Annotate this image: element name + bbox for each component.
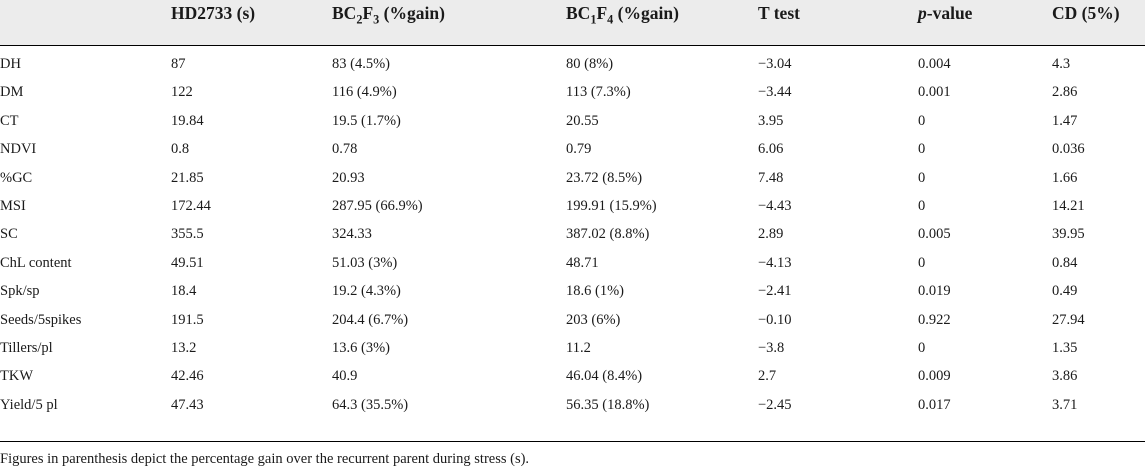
cell-bc2f3: 13.6 (3%) <box>332 340 390 356</box>
cell-bc2f3: 40.9 <box>332 368 358 385</box>
cell-t-test: −4.43 <box>758 198 792 214</box>
cell-bc1f4: 23.72 (8.5%) <box>566 169 643 186</box>
cell-t-test: −0.10 <box>758 311 792 328</box>
cell-trait: Yield/5 pl <box>0 396 58 413</box>
cell-p-value: 0.005 <box>918 226 951 243</box>
cell-bc1f4: 203 (6%) <box>566 311 621 328</box>
cell-hd2733: 191.5 <box>171 311 204 328</box>
cell-p-value: 0 <box>918 141 926 158</box>
cell-bc1f4: 113 (7.3%) <box>566 84 631 101</box>
cell-trait: Spk/sp <box>0 283 40 300</box>
cell-trait: NDVI <box>0 141 37 158</box>
cell-bc2f3: 324.33 <box>332 226 372 243</box>
column-header-bc1f4: $BC_1F_4$ (%gain) <box>566 3 679 27</box>
bottom-rule <box>0 441 1145 442</box>
cell-bc1f4: 20.55 <box>566 112 599 129</box>
cell-bc1f4: 46.04 (8.4%) <box>566 368 643 385</box>
header-rule <box>0 45 1145 46</box>
cell-bc1f4: 56.35 (18.8%) <box>566 396 650 413</box>
cell-hd2733: 87 <box>171 56 186 72</box>
cell-p-value: 0 <box>918 340 926 356</box>
cell-bc2f3: 64.3 (35.5%) <box>332 396 409 413</box>
cell-t-test: −3.8 <box>758 340 785 356</box>
cell-t-test: 2.89 <box>758 226 784 243</box>
cell-trait: Seeds/5spikes <box>0 311 82 328</box>
cell-bc2f3: 51.03 (3%) <box>332 254 398 271</box>
cell-cd: 1.66 <box>1052 169 1078 186</box>
cell-trait: Tillers/pl <box>0 340 53 356</box>
cell-t-test: 6.06 <box>758 141 784 158</box>
table-footnote: Figures in parenthesis depict the percentage gain over the recurrent parent during stress (s). <box>0 451 530 467</box>
cell-hd2733: 122 <box>171 84 193 101</box>
cell-hd2733: 19.84 <box>171 112 204 129</box>
cell-bc1f4: 11.2 <box>566 340 591 356</box>
cell-trait: MSI <box>0 198 26 214</box>
cell-cd: 1.35 <box>1052 340 1078 356</box>
cell-trait: DH <box>0 56 21 72</box>
cell-bc2f3: 19.5 (1.7%) <box>332 112 401 129</box>
cell-trait: ChL content <box>0 254 72 271</box>
cell-trait: %GC <box>0 169 33 186</box>
cell-p-value: 0.004 <box>918 56 951 72</box>
cell-cd: 14.21 <box>1052 198 1085 214</box>
cell-p-value: 0 <box>918 198 926 214</box>
cell-t-test: 3.95 <box>758 112 784 129</box>
cell-hd2733: 0.8 <box>171 141 190 158</box>
cell-cd: 2.86 <box>1052 84 1078 101</box>
cell-p-value: 0.019 <box>918 283 951 300</box>
cell-hd2733: 172.44 <box>171 198 211 214</box>
cell-cd: 4.3 <box>1052 56 1071 72</box>
cell-t-test: −3.04 <box>758 56 792 72</box>
cell-t-test: 7.48 <box>758 169 784 186</box>
column-header-bc2f3: $BC_2F_3$ (%gain) <box>332 3 445 27</box>
cell-t-test: 2.7 <box>758 368 777 385</box>
cell-cd: 3.71 <box>1052 396 1078 413</box>
cell-hd2733: 13.2 <box>171 340 197 356</box>
cell-p-value: 0.001 <box>918 84 951 101</box>
cell-bc2f3: 204.4 (6.7%) <box>332 311 409 328</box>
cell-hd2733: 49.51 <box>171 254 204 271</box>
cell-bc1f4: 48.71 <box>566 254 599 271</box>
cell-cd: 39.95 <box>1052 226 1085 243</box>
cell-bc2f3: 0.78 <box>332 141 358 158</box>
cell-trait: TKW <box>0 368 34 385</box>
cell-cd: 27.94 <box>1052 311 1085 328</box>
cell-bc1f4: 387.02 (8.8%) <box>566 226 650 243</box>
column-header-t-test: T test <box>758 3 800 23</box>
cell-p-value: 0.922 <box>918 311 951 328</box>
cell-hd2733: 42.46 <box>171 368 204 385</box>
column-header-p-value: p-value <box>918 3 973 23</box>
cell-p-value: 0.017 <box>918 396 951 413</box>
cell-bc2f3: 20.93 <box>332 169 365 186</box>
cell-t-test: −2.45 <box>758 396 792 413</box>
cell-hd2733: 47.43 <box>171 396 204 413</box>
cell-trait: DM <box>0 84 24 101</box>
cell-bc1f4: 18.6 (1%) <box>566 283 624 300</box>
cell-cd: 0.84 <box>1052 254 1078 271</box>
cell-t-test: −4.13 <box>758 254 792 271</box>
cell-t-test: −2.41 <box>758 283 792 300</box>
cell-cd: 1.47 <box>1052 112 1078 129</box>
cell-cd: 0.036 <box>1052 141 1085 158</box>
column-header-cd: CD (5%) <box>1052 3 1120 23</box>
column-header-hd2733: HD2733 (s) <box>171 3 256 23</box>
cell-hd2733: 18.4 <box>171 283 197 300</box>
cell-p-value: 0 <box>918 112 926 129</box>
cell-trait: CT <box>0 112 19 129</box>
cell-bc2f3: 287.95 (66.9%) <box>332 198 423 214</box>
cell-bc2f3: 116 (4.9%) <box>332 84 397 101</box>
cell-hd2733: 355.5 <box>171 226 204 243</box>
cell-cd: 3.86 <box>1052 368 1078 385</box>
cell-bc1f4: 0.79 <box>566 141 592 158</box>
cell-p-value: 0 <box>918 254 926 271</box>
cell-t-test: −3.44 <box>758 84 792 101</box>
cell-bc1f4: 199.91 (15.9%) <box>566 198 657 214</box>
cell-hd2733: 21.85 <box>171 169 204 186</box>
cell-p-value: 0.009 <box>918 368 951 385</box>
cell-trait: SC <box>0 226 18 243</box>
cell-bc2f3: 19.2 (4.3%) <box>332 283 401 300</box>
cell-p-value: 0 <box>918 169 926 186</box>
cell-cd: 0.49 <box>1052 283 1078 300</box>
cell-bc2f3: 83 (4.5%) <box>332 56 390 72</box>
cell-bc1f4: 80 (8%) <box>566 56 614 72</box>
